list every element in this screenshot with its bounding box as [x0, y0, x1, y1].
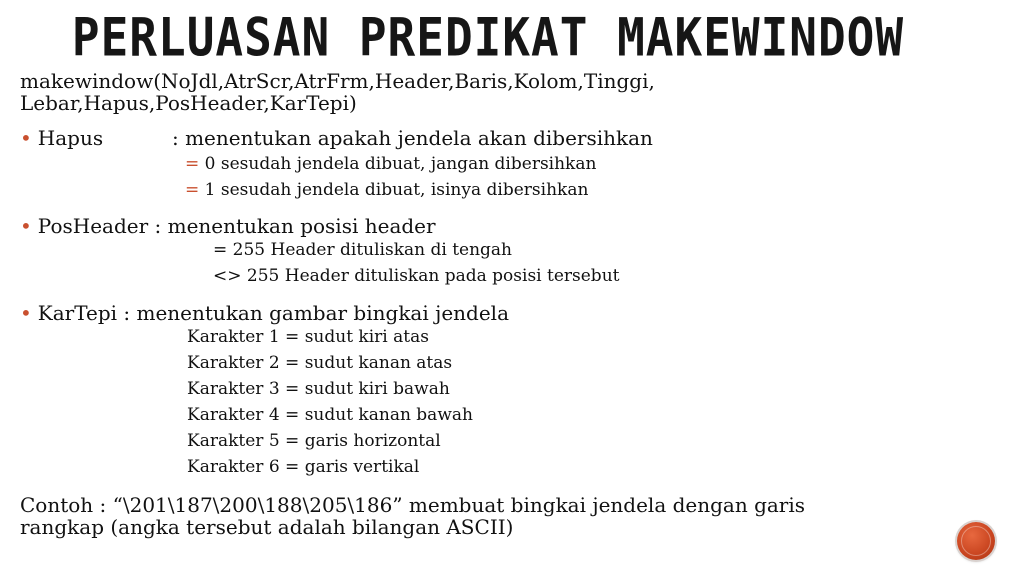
karakter-item: Karakter 1 = sudut kiri atas	[187, 327, 429, 347]
posheader-option-255: = 255 Header dituliskan di tengah	[213, 240, 513, 260]
bullet-icon: •	[20, 214, 32, 238]
equals-sign: =	[185, 154, 200, 174]
hapus-bullet	[20, 127, 103, 149]
posheader-option-not-255: <> 255 Header dituliskan pada posisi tersebut	[213, 266, 620, 286]
karakter-item: Karakter 6 = garis vertikal	[187, 457, 420, 477]
karakter-item: Karakter 3 = sudut kiri bawah	[187, 379, 450, 399]
bullet-icon: •	[20, 301, 32, 325]
signature-line-2: Lebar,Hapus,PosHeader,KarTepi)	[20, 91, 357, 115]
bullet-icon: •	[20, 126, 32, 150]
kartepi-bullet	[20, 302, 509, 324]
kartepi-label: KarTepi : menentukan gambar bingkai jendela	[37, 301, 509, 325]
posheader-label: PosHeader : menentukan posisi header	[37, 214, 436, 238]
contoh-line-1: Contoh : “\201\187\200\188\205\186” membuat bingkai jendela dengan garis	[20, 493, 806, 517]
hapus-option-0	[185, 154, 596, 174]
hapus-option-0-text: 0 sesudah jendela dibuat, jangan dibersihkan	[204, 154, 597, 174]
slide-number-badge-icon	[957, 522, 995, 560]
equals-sign: =	[185, 180, 200, 200]
hapus-option-1-text: 1 sesudah jendela dibuat, isinya dibersihkan	[204, 180, 589, 200]
karakter-item: Karakter 5 = garis horizontal	[187, 431, 441, 451]
posheader-bullet	[20, 215, 436, 237]
karakter-item: Karakter 4 = sudut kanan bawah	[187, 405, 473, 425]
page-title: PERLUASAN PREDIKAT MAKEWINDOW	[71, 6, 905, 69]
contoh-line-2: rangkap (angka tersebut adalah bilangan ASCII)	[20, 515, 514, 539]
karakter-item: Karakter 2 = sudut kanan atas	[187, 353, 453, 373]
signature-line-1: makewindow(NoJdl,AtrScr,AtrFrm,Header,Baris,Kolom,Tinggi,	[20, 69, 655, 93]
hapus-term: Hapus	[37, 126, 104, 150]
hapus-option-1	[185, 180, 588, 200]
hapus-desc: : menentukan apakah jendela akan dibersihkan	[172, 126, 653, 150]
